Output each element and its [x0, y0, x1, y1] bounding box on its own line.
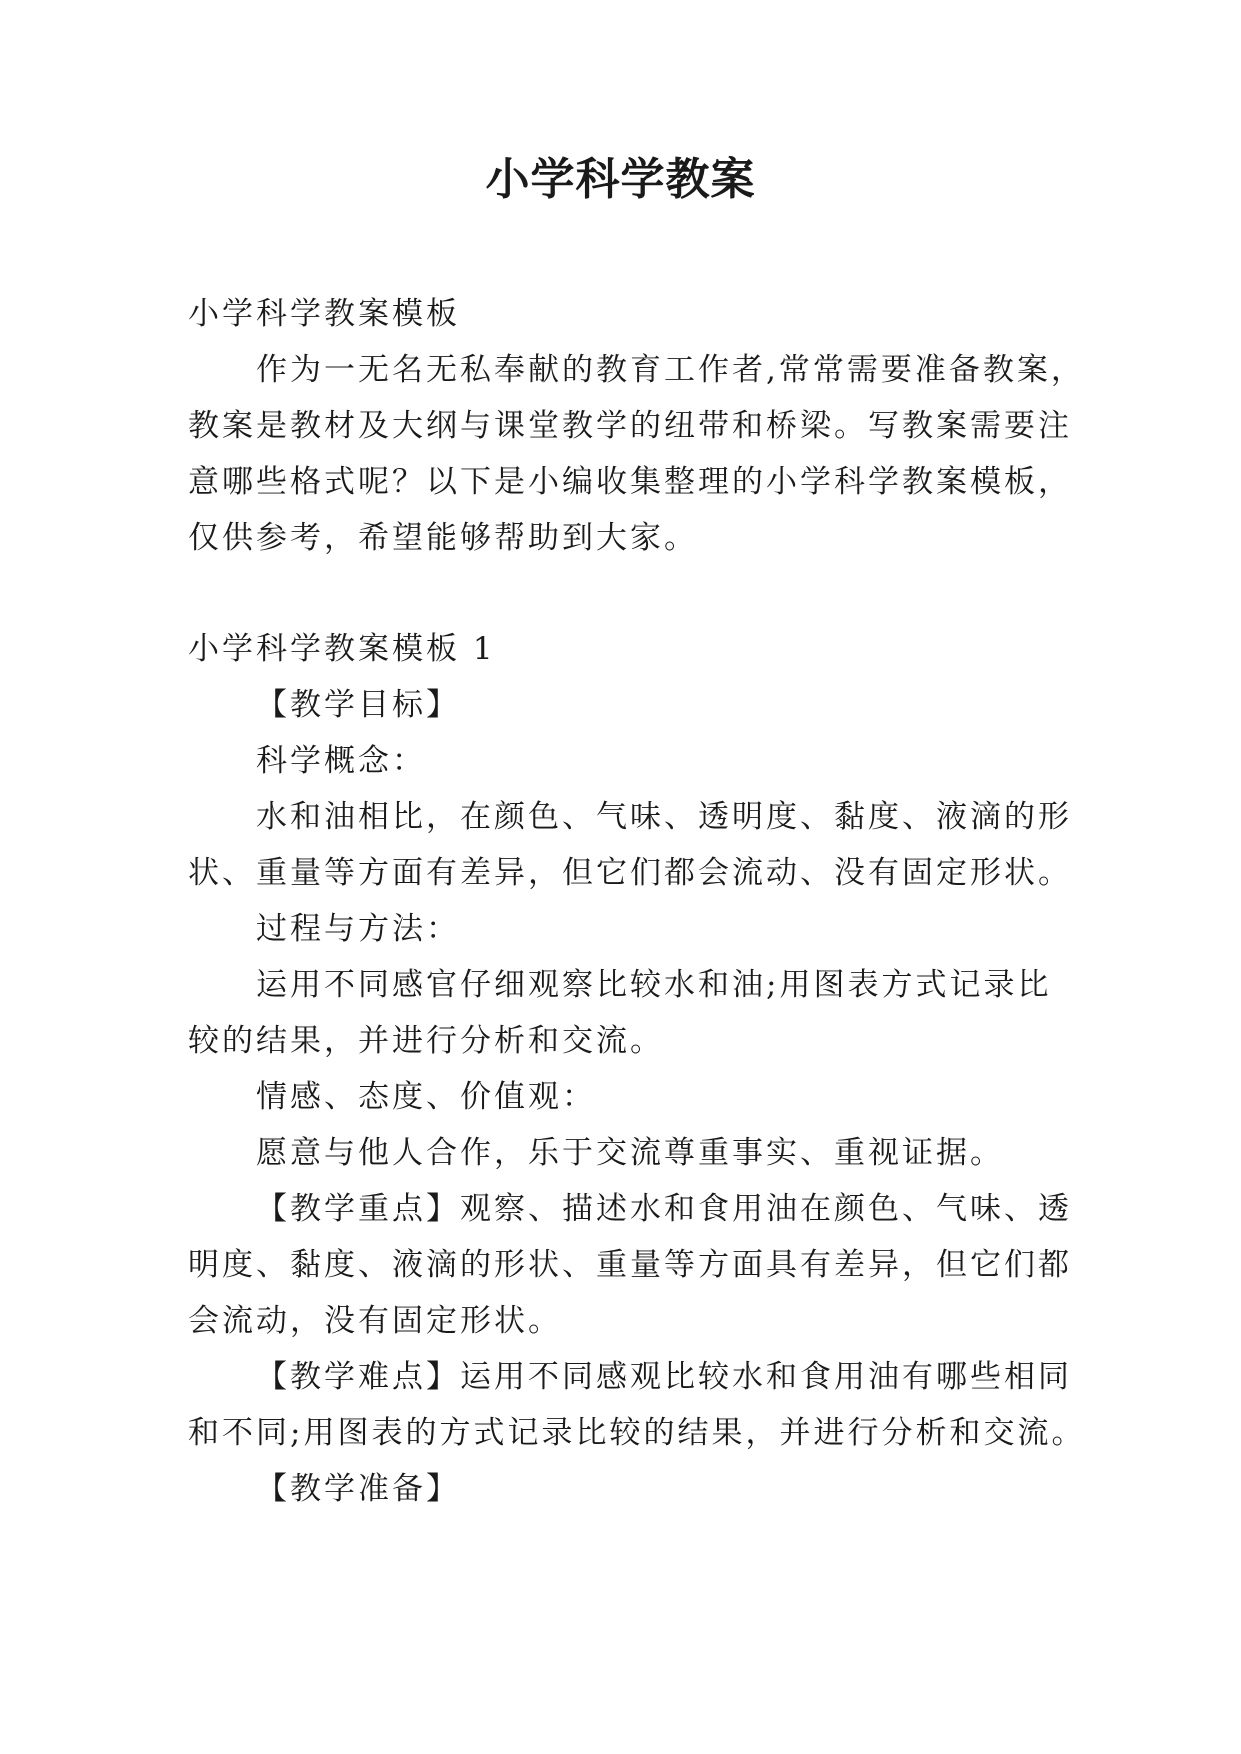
- key-point-line-3: 会流动，没有固定形状。: [188, 1303, 562, 1339]
- difficulty-line-2: 和不同;用图表的方式记录比较的结果，并进行分析和交流。: [188, 1415, 1086, 1451]
- intro-line-2: 教案是教材及大纲与课堂教学的纽带和桥梁。写教案需要注: [188, 408, 1072, 444]
- concept-line-1: 水和油相比，在颜色、气味、透明度、黏度、液滴的形: [256, 799, 1072, 835]
- concept-line-2: 状、重量等方面有差异，但它们都会流动、没有固定形状。: [188, 855, 1072, 891]
- document-title: 小学科学教案: [485, 154, 756, 205]
- preparation-heading: 【教学准备】: [256, 1471, 460, 1507]
- attitude-label: 情感、态度、价值观：: [256, 1079, 596, 1115]
- intro-line-3: 意哪些格式呢？以下是小编收集整理的小学科学教案模板，: [188, 464, 1072, 500]
- key-point-line-1: 【教学重点】观察、描述水和食用油在颜色、气味、透: [256, 1191, 1072, 1227]
- attitude-line: 愿意与他人合作，乐于交流尊重事实、重视证据。: [256, 1135, 1004, 1171]
- method-line-1: 运用不同感官仔细观察比较水和油;用图表方式记录比: [256, 967, 1052, 1003]
- concept-label: 科学概念：: [256, 743, 426, 779]
- key-point-line-2: 明度、黏度、液滴的形状、重量等方面具有差异，但它们都: [188, 1247, 1072, 1283]
- intro-line-4: 仅供参考，希望能够帮助到大家。: [188, 520, 698, 556]
- method-label: 过程与方法：: [256, 911, 460, 947]
- subtitle-line: 小学科学教案模板: [188, 296, 460, 332]
- section-heading: 小学科学教案模板 1: [188, 631, 496, 667]
- difficulty-line-1: 【教学难点】运用不同感观比较水和食用油有哪些相同: [256, 1359, 1072, 1395]
- intro-line-1: 作为一无名无私奉献的教育工作者,常常需要准备教案，: [256, 352, 1085, 388]
- goal-heading: 【教学目标】: [256, 687, 460, 723]
- method-line-2: 较的结果，并进行分析和交流。: [188, 1023, 664, 1059]
